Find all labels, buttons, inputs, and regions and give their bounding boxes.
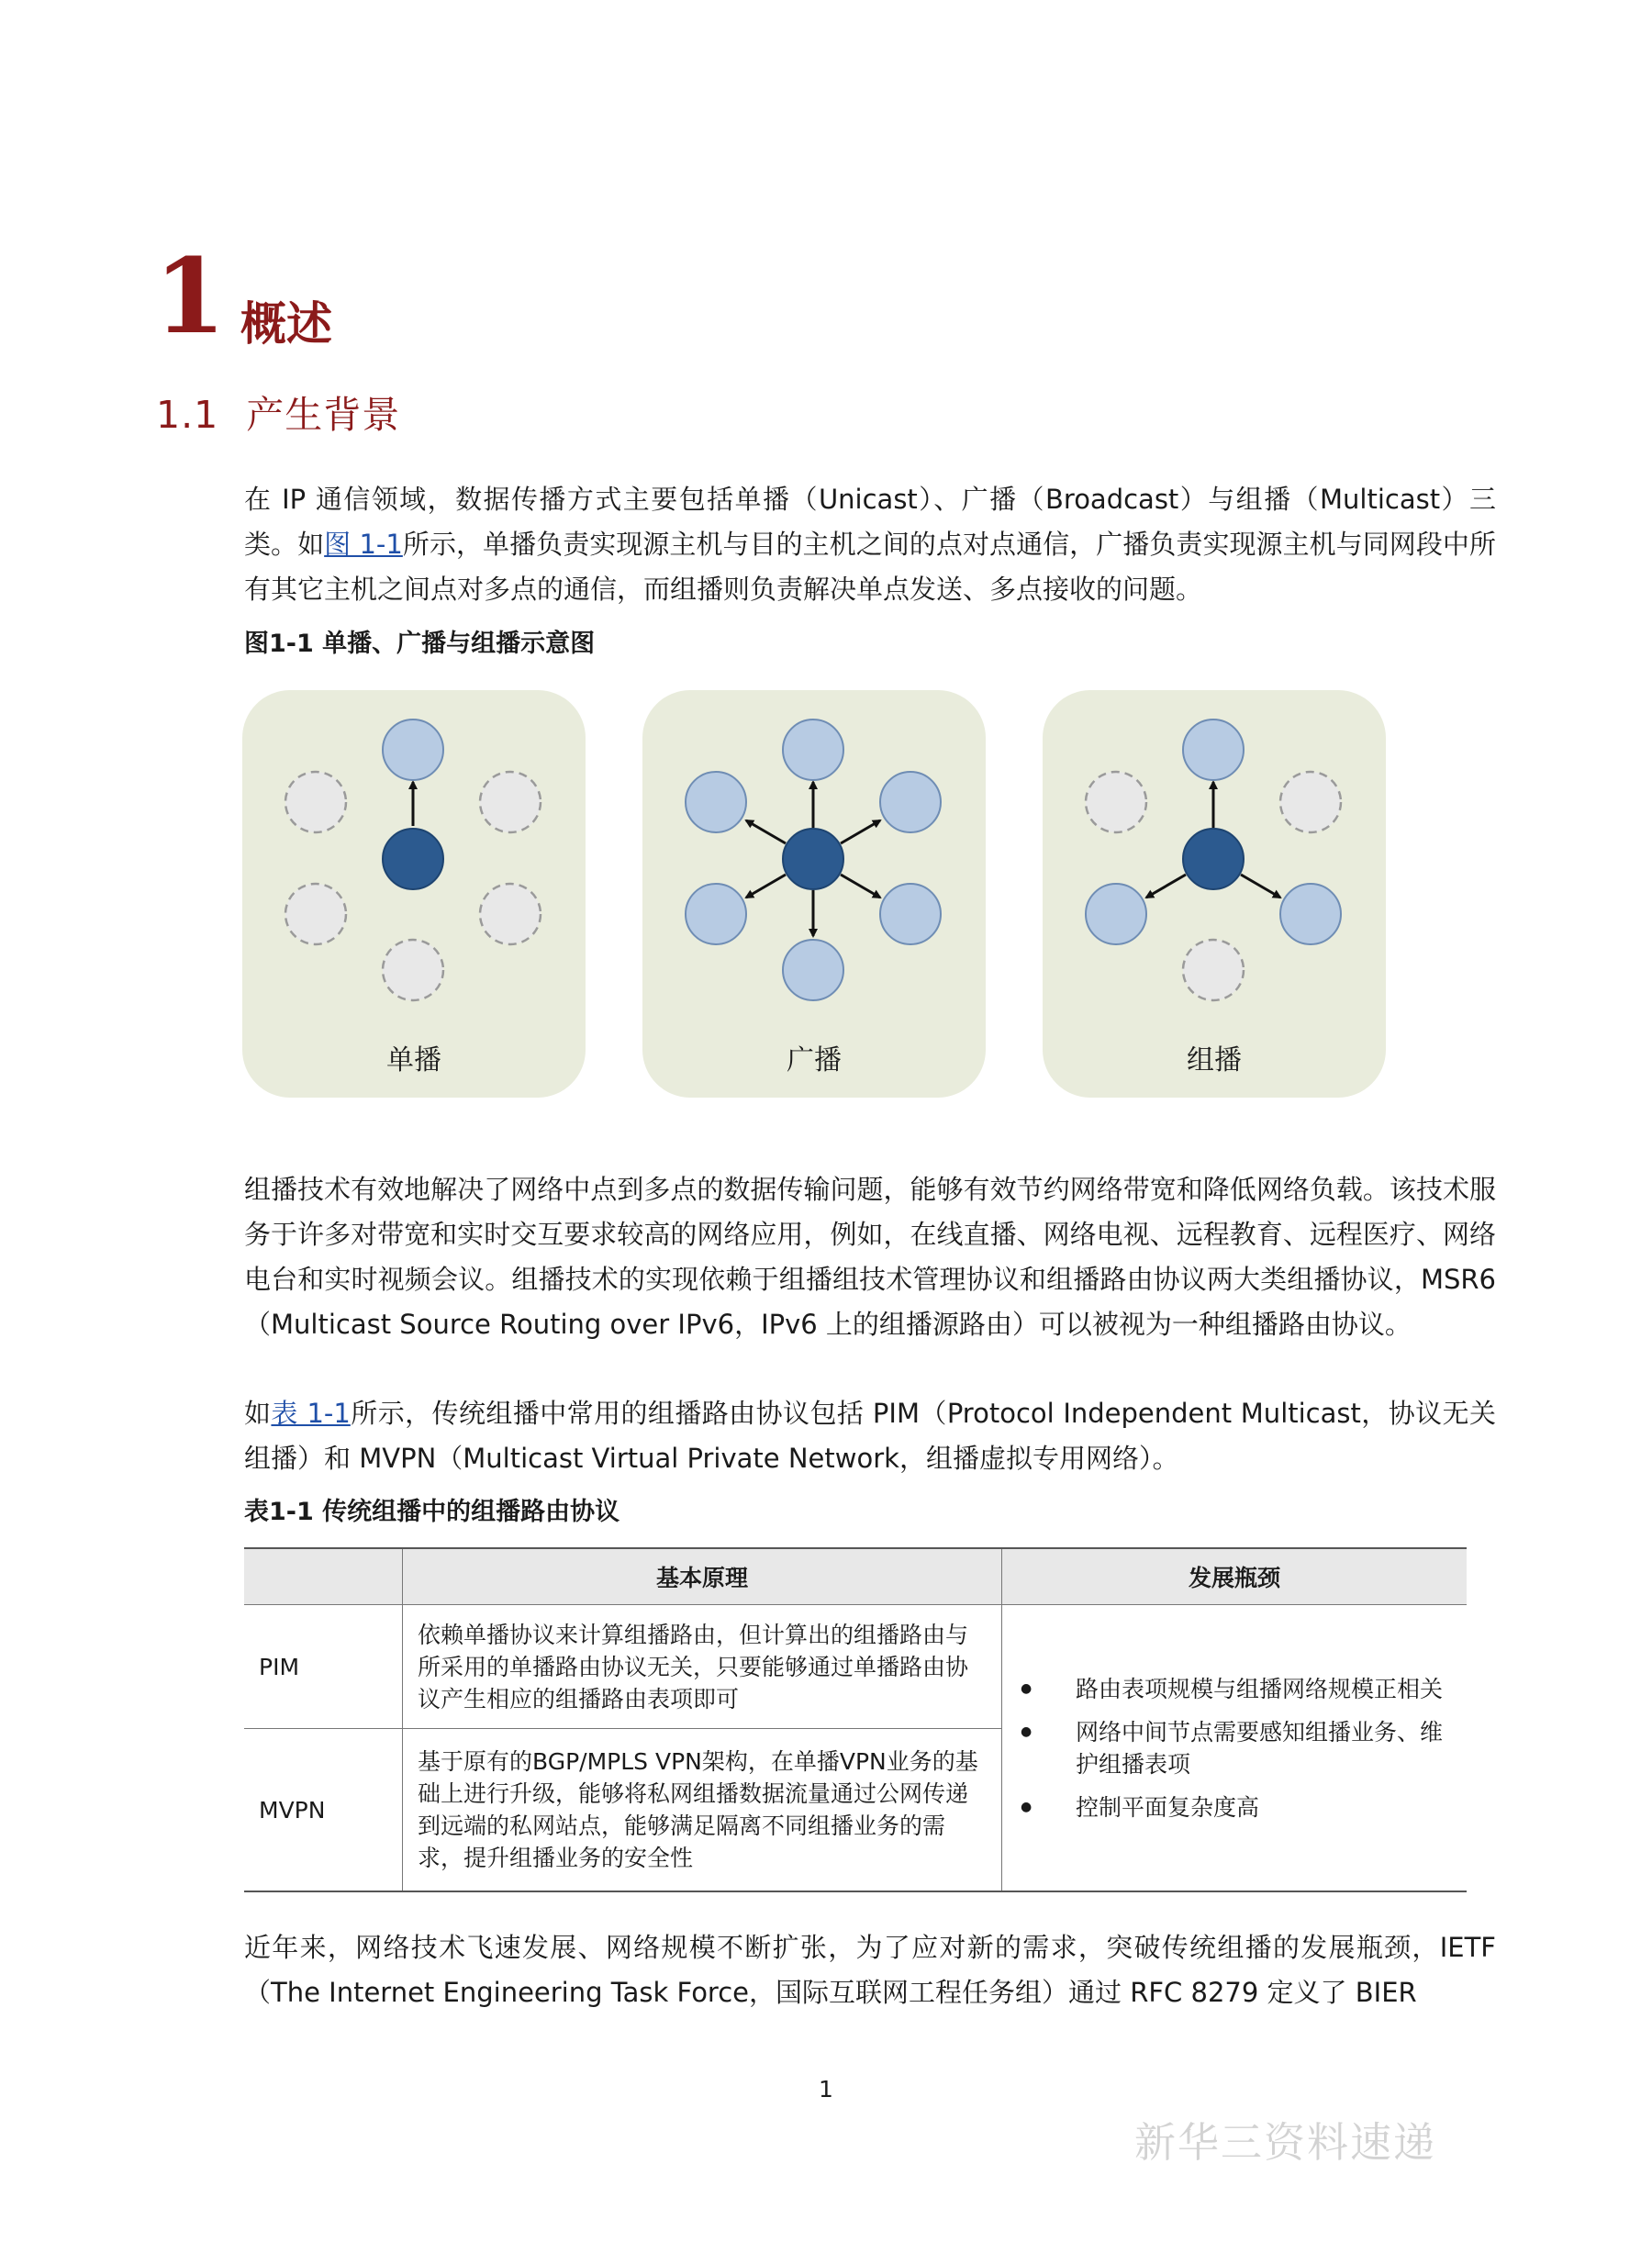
arrow xyxy=(746,875,786,898)
protocol-principle: 基于原有的BGP/MPLS VPN架构，在单播VPN业务的基础上进行升级，能够将私网组播数据流量通过公网传递到远端的私网站点，能够满足隔离不同组播业务的需求，提升组播业务的安全性 xyxy=(403,1729,1002,1892)
figure-link[interactable]: 图 1-1 xyxy=(324,529,403,560)
chapter-number: 1 xyxy=(154,237,226,357)
unicast-panel xyxy=(242,690,586,1098)
arrow xyxy=(841,820,880,843)
bottleneck-cell xyxy=(1002,1605,1468,1892)
table-header: 发展瓶颈 xyxy=(1002,1548,1468,1605)
protocol-name: PIM xyxy=(244,1605,403,1729)
table-header xyxy=(244,1548,403,1605)
paragraph-text: 所示，单播负责实现源主机与目的主机之间的点对点通信，广播负责实现源主机与同网段中所有其它主机之间点对多点的通信，而组播则负责解决单点发送、多点接收的问题。 xyxy=(244,529,1496,605)
paragraph-text: 在 IP 通信领域，数据传播方式主要包括单播（Unicast）、广播（Broadcast）与组播（Multicast）三类。如 xyxy=(244,484,1496,560)
source-node xyxy=(1183,829,1244,889)
arrow xyxy=(746,820,786,843)
section-heading xyxy=(156,393,401,437)
paragraph-multicast: 组播技术有效地解决了网络中点到多点的数据传输问题，能够有效节约网络带宽和降低网络负载。该技术服务于许多对带宽和实时交互要求较高的网络应用，例如，在线直播、网络电视、远程教育、远程医疗、网络电台和实时视频会议。组播技术的实现依赖于组播组技术管理协议和组播路由协议两大类组播协议，MSR6（Multicast Source Routing over IPv6，IPv6 上的组播源路由）可以被视为一种组播路由协议。 xyxy=(244,1174,1496,1340)
inactive-node xyxy=(1183,940,1244,1000)
multicast-panel xyxy=(1043,690,1386,1098)
paragraph-bier: 近年来，网络技术飞速发展、网络规模不断扩张，为了应对新的需求，突破传统组播的发展瓶颈，IETF（The Internet Engineering Task Force，国际互联网工程任务组）通过 RFC 8279 定义了 BIER xyxy=(244,1932,1496,2008)
inactive-node xyxy=(285,884,346,944)
multicast-label: 组播 xyxy=(1187,1044,1242,1076)
protocol-principle: 依赖单播协议来计算组播路由，但计算出的组播路由与所采用的单播路由协议无关，只要能够通过单播路由协议产生相应的组播路由表项即可 xyxy=(403,1605,1002,1729)
receiver-node xyxy=(1280,884,1341,944)
paragraph-protocols xyxy=(244,1391,1496,1481)
list-item: ● 路由表项规模与组播网络规模正相关 xyxy=(1021,1673,1448,1705)
receiver-node xyxy=(686,884,746,944)
arrow xyxy=(1241,875,1280,898)
broadcast-panel xyxy=(642,690,986,1098)
receiver-node xyxy=(880,884,941,944)
broadcast-label: 广播 xyxy=(787,1044,842,1076)
table-link[interactable]: 表 1-1 xyxy=(271,1398,351,1429)
inactive-node xyxy=(383,940,443,1000)
arrow xyxy=(841,875,880,898)
receiver-node xyxy=(1086,884,1146,944)
receiver-node xyxy=(783,719,843,780)
figure-caption: 图1-1 单播、广播与组播示意图 xyxy=(244,630,596,658)
watermark: 新华三资料速递 xyxy=(1134,2118,1437,2167)
receiver-node xyxy=(1183,719,1244,780)
paragraph-intro xyxy=(244,477,1496,612)
receiver-node xyxy=(686,772,746,832)
table-header: 基本原理 xyxy=(403,1548,1002,1605)
unicast-label: 单播 xyxy=(386,1044,441,1076)
protocol-name: MVPN xyxy=(244,1729,403,1892)
paragraph-text: 如 xyxy=(244,1398,272,1429)
list-item: ● 控制平面复杂度高 xyxy=(1021,1791,1448,1824)
source-node xyxy=(783,829,843,889)
table-caption: 表1-1 传统组播中的组播路由协议 xyxy=(244,1498,620,1526)
inactive-node xyxy=(480,772,541,832)
chapter-title: 概述 xyxy=(240,297,332,351)
receiver-node xyxy=(783,940,843,1000)
inactive-node xyxy=(480,884,541,944)
bottleneck-list xyxy=(1021,1673,1448,1824)
inactive-node xyxy=(285,772,346,832)
page-number: 1 xyxy=(819,2076,833,2103)
arrow xyxy=(1146,875,1186,898)
paragraph-text: 所示，传统组播中常用的组播路由协议包括 PIM（Protocol Independent Multicast，协议无关组播）和 MVPN（Multicast Virtual Private Network，组播虚拟专用网络）。 xyxy=(244,1398,1496,1474)
section-title: 产生背景 xyxy=(246,393,401,437)
section-number: 1.1 xyxy=(156,393,219,437)
list-item: ● 网络中间节点需要感知组播业务、维护组播表项 xyxy=(1021,1716,1448,1780)
protocol-table xyxy=(244,1547,1467,1892)
inactive-node xyxy=(1086,772,1146,832)
receiver-node xyxy=(383,719,443,780)
receiver-node xyxy=(880,772,941,832)
source-node xyxy=(383,829,443,889)
inactive-node xyxy=(1280,772,1341,832)
table-row xyxy=(244,1605,1467,1729)
